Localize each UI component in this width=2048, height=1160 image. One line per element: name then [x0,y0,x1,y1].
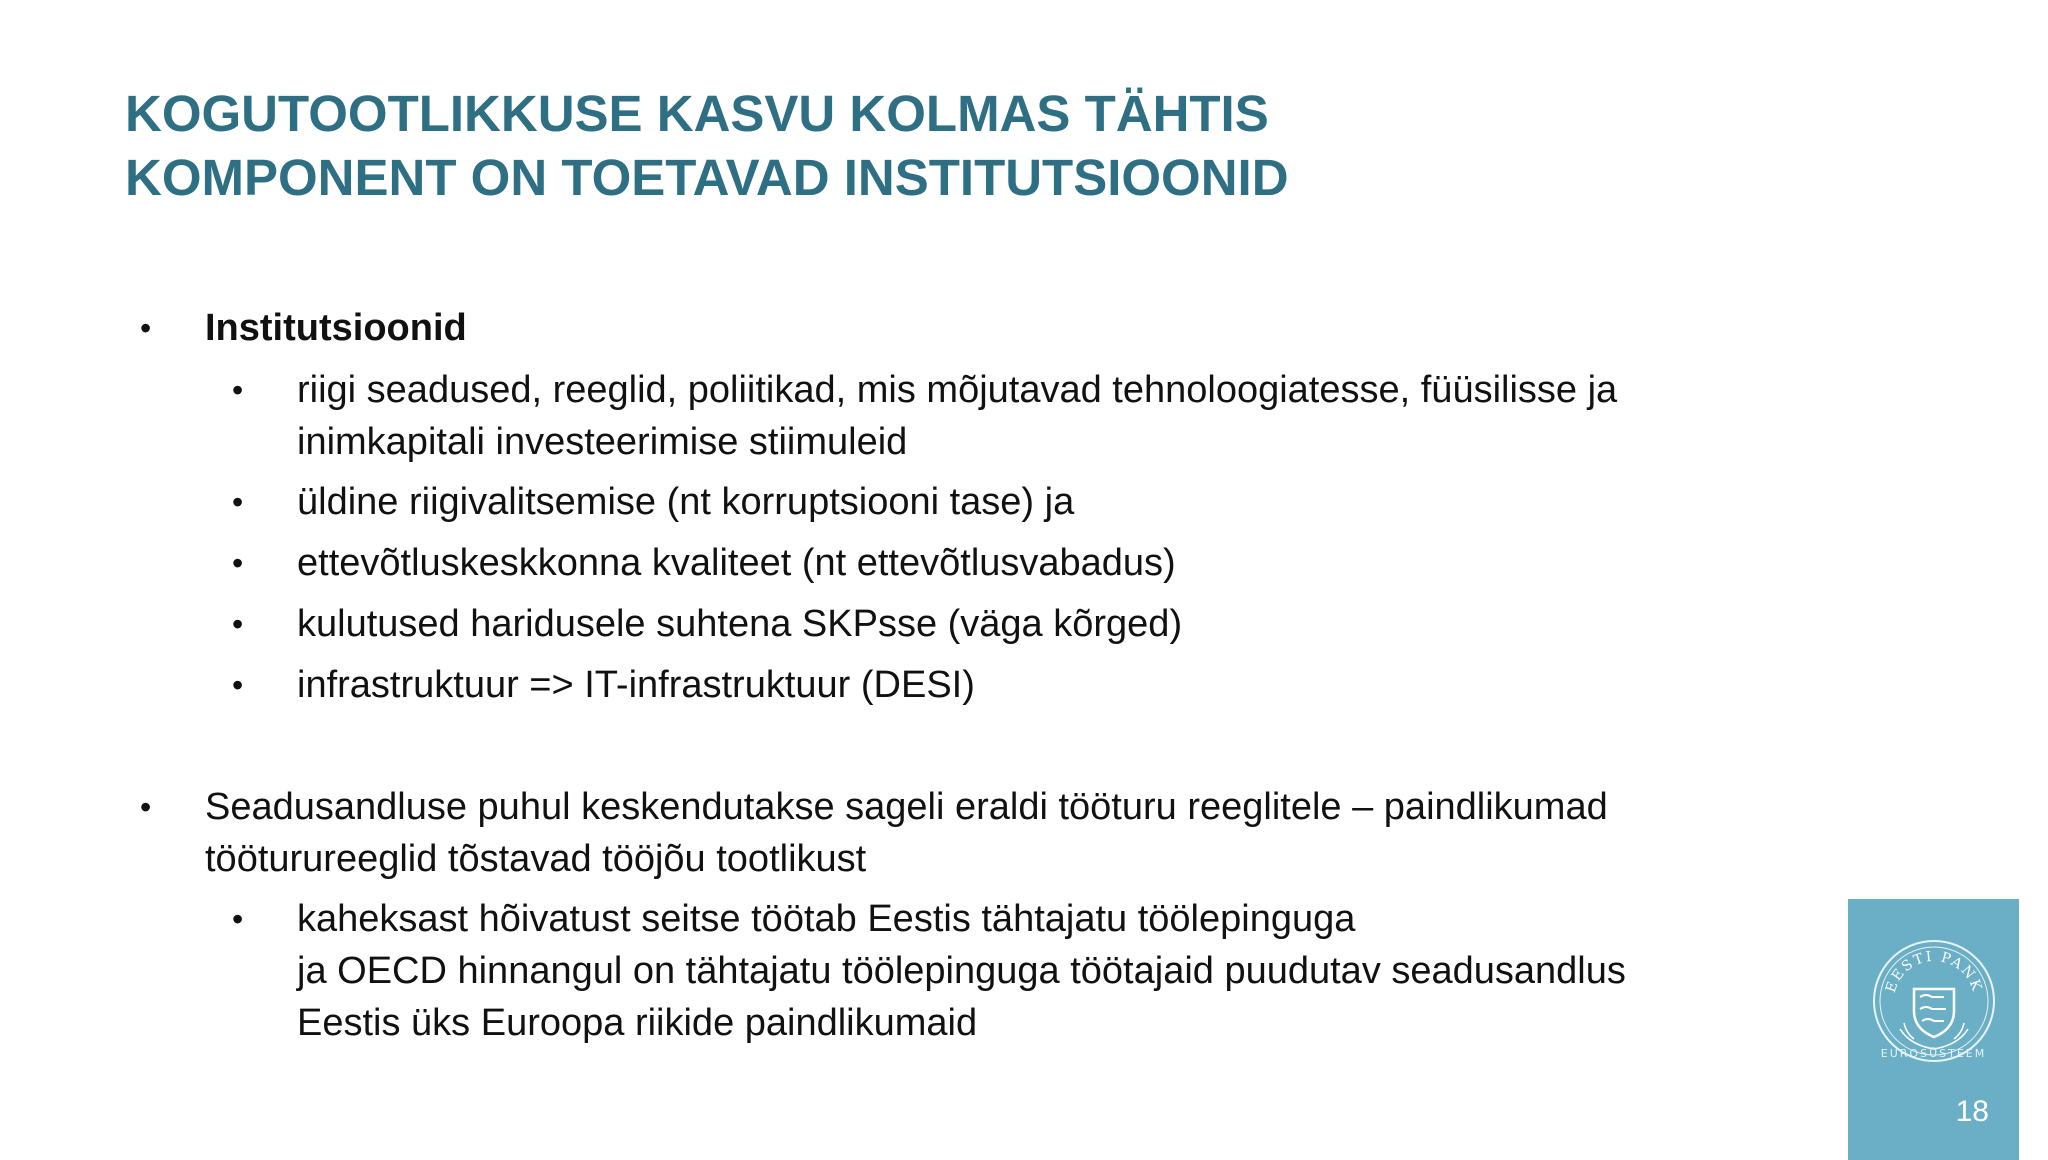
sub-bullet-laws-line-2: inimkapitali investeerimise stiimuleid [297,421,908,463]
eesti-pank-brand-box [1848,899,2019,1160]
bullet-marker: • [140,789,152,825]
sub-bullet-education: kulutused haridusele suhtena SKPsse (väga kõrged) [297,603,1183,645]
sub-bullet-employment-line-2: ja OECD hinnangul on tähtajatu töölepinguga töötajaid puudutav seadusandlus [297,950,1626,992]
page-number: 18 [1955,1095,1989,1128]
eesti-pank-seal-logo [1870,937,1998,1065]
sub-bullet-marker: • [232,901,244,937]
sub-bullet-marker: • [232,484,244,520]
bullet-institutsioonid-heading: Institutsioonid [205,307,467,349]
sub-bullet-employment-line-1: kaheksast hõivatust seitse töötab Eestis tähtajatu töölepinguga [297,898,1356,940]
sub-bullet-employment-contracts [297,893,1626,1049]
slide-title-line-2: KOMPONENT ON TOETAVAD INSTITUTSIOONID [125,149,1289,206]
eurosystem-label: EUROSÜSTEEM [1880,1047,1987,1060]
bullet-marker: • [140,310,152,346]
sub-bullet-marker: • [232,372,244,408]
sub-bullet-employment-line-3: Eestis üks Euroopa riikide paindlikumaid [297,1002,978,1044]
slide-title-line-1: KOGUTOOTLIKKUSE KASVU KOLMAS TÄHTIS [125,85,1269,142]
bullet-legislation-line-1: Seadusandluse puhul keskendutakse sageli eraldi tööturu reeglitele – paindlikumad [205,786,1608,828]
bullet-legislation [205,781,1608,885]
sub-bullet-business-env: ettevõtluskeskkonna kvaliteet (nt ettevõtlusvabadus) [297,542,1176,584]
sub-bullet-marker: • [232,667,244,703]
bullet-legislation-line-2: tööturureeglid tõstavad tööjõu tootlikust [205,838,867,880]
seal-text: EESTI PANK [1882,948,1986,995]
sub-bullet-marker: • [232,606,244,642]
sub-bullet-governance: üldine riigivalitsemise (nt korruptsiooni tase) ja [297,481,1075,523]
sub-bullet-infrastructure: infrastruktuur => IT-infrastruktuur (DESI) [297,664,975,706]
sub-bullet-laws-line-1: riigi seadused, reeglid, poliitikad, mis mõjutavad tehnoloogiatesse, füüsilisse ja [297,369,1618,411]
sub-bullet-marker: • [232,545,244,581]
sub-bullet-laws [297,364,1617,468]
